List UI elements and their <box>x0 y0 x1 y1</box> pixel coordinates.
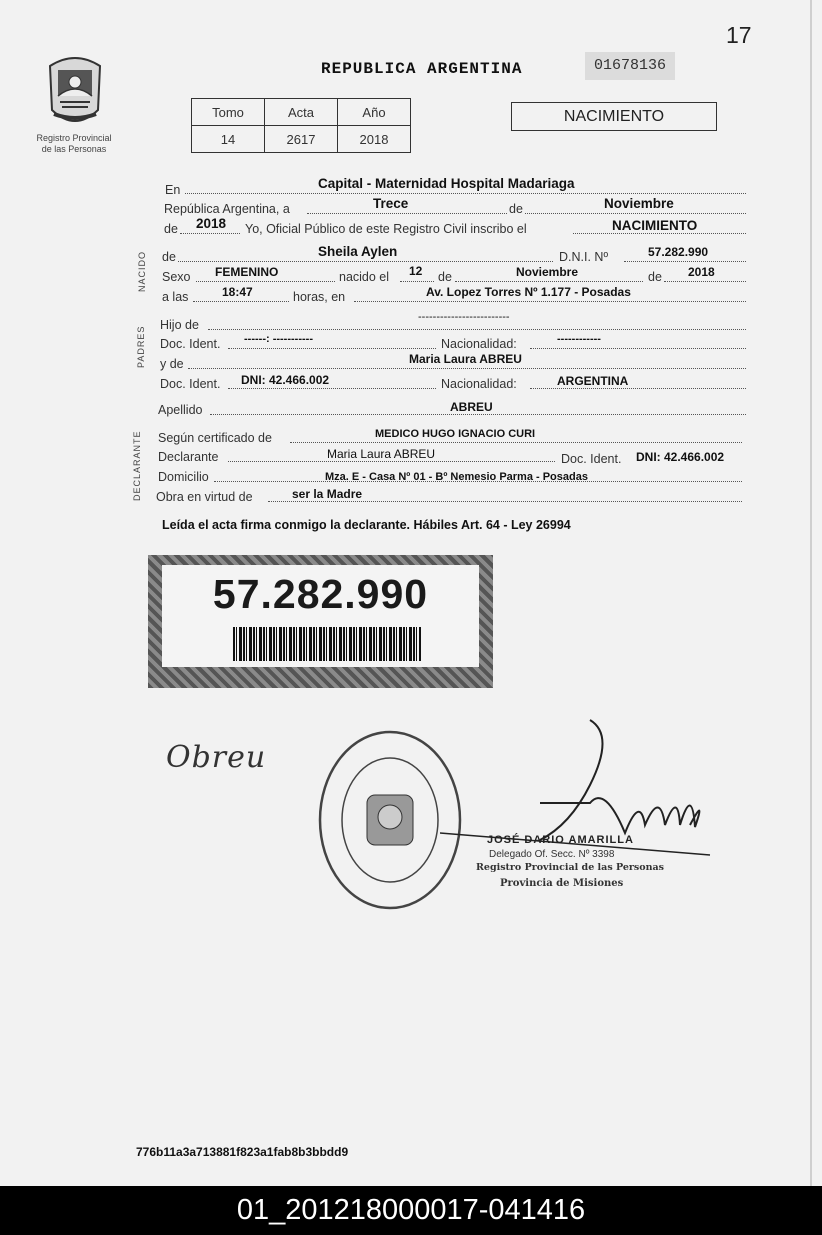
official-province: Provincia de Misiones <box>500 878 624 889</box>
ref-header-acta: Acta <box>265 99 338 126</box>
label-hijo-de: Hijo de <box>160 318 199 332</box>
dotted-line <box>208 329 746 330</box>
declarant-signature: Obreu <box>166 740 267 775</box>
label-de: de <box>509 202 523 216</box>
side-label-nacido: NACIDO <box>137 250 147 292</box>
sticker-number: 57.282.990 <box>212 571 429 617</box>
label-y-de: y de <box>160 357 184 371</box>
dotted-line <box>664 281 746 282</box>
sticker-barcode <box>233 627 421 661</box>
value-sex: FEMENINO <box>215 265 279 279</box>
dotted-line <box>268 501 742 502</box>
official-office: Registro Provincial de las Personas <box>476 862 665 873</box>
serial-number: 01678136 <box>585 52 675 80</box>
value-mother-doc: DNI: 42.466.002 <box>241 373 330 387</box>
dotted-line <box>193 301 289 302</box>
act-type-box: NACIMIENTO <box>511 102 717 131</box>
label-de-name: de <box>162 250 176 264</box>
dotted-line <box>354 301 746 302</box>
label-de-year: de <box>164 222 178 236</box>
dotted-line <box>624 261 746 262</box>
dotted-line <box>210 414 746 415</box>
page-number: 17 <box>726 22 752 48</box>
value-surname: ABREU <box>450 400 493 414</box>
label-nacionalidad-mother: Nacionalidad: <box>441 377 517 391</box>
label-doc-mother: Doc. Ident. <box>160 377 221 391</box>
value-day: Trece <box>373 196 409 211</box>
label-a-las: a las <box>162 290 189 304</box>
ref-header-tomo: Tomo <box>192 99 265 126</box>
value-capacity: ser la Madre <box>292 487 363 501</box>
dotted-line <box>290 442 742 443</box>
dotted-line <box>228 348 436 349</box>
ref-value-anio: 2018 <box>338 126 411 153</box>
label-doc-father: Doc. Ident. <box>160 337 221 351</box>
value-mother-nationality: ARGENTINA <box>557 374 629 388</box>
dotted-line <box>573 233 746 234</box>
value-mother-name: Maria Laura ABREU <box>409 352 522 366</box>
value-year: 2018 <box>196 216 227 231</box>
agency-line-2: de las Personas <box>41 144 107 154</box>
label-dni: D.N.I. Nº <box>559 250 609 264</box>
official-name: JOSÉ DARIO AMARILLA <box>487 834 634 846</box>
agency-line-1: Registro Provincial <box>36 133 112 143</box>
value-birth-month: Noviembre <box>516 265 579 279</box>
dotted-line <box>180 233 240 234</box>
label-obra: Obra en virtud de <box>156 490 253 504</box>
dotted-line <box>228 461 555 462</box>
label-certificado: Según certificado de <box>158 431 272 445</box>
dotted-line <box>188 368 746 369</box>
value-month: Noviembre <box>604 196 674 211</box>
label-domicilio: Domicilio <box>158 470 209 484</box>
label-de-birth: de <box>438 270 452 284</box>
value-place: Capital - Maternidad Hospital Madariaga <box>318 176 575 191</box>
ref-header-anio: Año <box>338 99 411 126</box>
label-republica: República Argentina, a <box>164 202 290 216</box>
dotted-line <box>228 388 436 389</box>
side-label-padres: PADRES <box>136 325 146 368</box>
label-declarant-doc: Doc. Ident. <box>561 452 622 466</box>
value-address: Mza. E - Casa Nº 01 - Bº Nemesio Parma - Posadas <box>325 471 588 483</box>
value-father-nationality: ------------ <box>557 333 601 345</box>
label-declarante: Declarante <box>158 450 219 464</box>
official-role: Delegado Of. Secc. Nº 3398 <box>489 849 615 860</box>
value-declarant: Maria Laura ABREU <box>327 447 436 461</box>
dotted-line <box>196 281 335 282</box>
value-birth-day: 12 <box>409 264 423 278</box>
value-declarant-doc: DNI: 42.466.002 <box>636 450 725 464</box>
dotted-line <box>307 213 507 214</box>
label-horas: horas, en <box>293 290 346 304</box>
value-birth-place: Av. Lopez Torres Nº 1.177 - Posadas <box>426 285 631 299</box>
country-title: REPUBLICA ARGENTINA <box>321 60 523 78</box>
value-act-inscribed: NACIMIENTO <box>612 218 698 233</box>
dotted-line <box>525 213 746 214</box>
dotted-line <box>185 193 746 194</box>
reference-table <box>191 98 411 153</box>
ref-value-tomo: 14 <box>192 126 265 153</box>
sheet-edge <box>810 0 812 1186</box>
value-birth-time: 18:47 <box>222 285 253 299</box>
value-father-doc: ------: ----------- <box>244 333 313 345</box>
label-oficial: Yo, Oficial Público de este Registro Civil inscribo el <box>245 222 527 236</box>
value-child-name: Sheila Aylen <box>318 244 398 259</box>
value-certifier: MEDICO HUGO IGNACIO CURI <box>375 428 536 440</box>
label-nacionalidad-father: Nacionalidad: <box>441 337 517 351</box>
id-sticker <box>148 555 493 688</box>
ref-value-acta: 2617 <box>265 126 338 153</box>
province-logo <box>42 52 108 132</box>
label-nacido-el: nacido el <box>339 270 390 284</box>
label-apellido: Apellido <box>158 403 203 417</box>
value-father-name: ------------------------- <box>418 311 510 323</box>
value-child-dni: 57.282.990 <box>648 245 709 259</box>
side-label-declarante: DECLARANTE <box>132 430 142 501</box>
label-sexo: Sexo <box>162 270 191 284</box>
label-en: En <box>165 183 181 197</box>
dotted-line <box>178 261 553 262</box>
label-de-birth-year: de <box>648 270 662 284</box>
document-hash: 776b11a3a713881f823a1fab8b3bbdd9 <box>136 1145 349 1159</box>
dotted-line <box>400 281 434 282</box>
dotted-line <box>530 348 746 349</box>
value-birth-year: 2018 <box>688 265 715 279</box>
dotted-line <box>530 388 746 389</box>
closing-statement: Leída el acta firma conmigo la declarante. Hábiles Art. 64 - Ley 26994 <box>162 518 571 532</box>
dotted-line <box>455 281 643 282</box>
footer-file-id: 01_201218000017-041416 <box>236 1194 586 1226</box>
